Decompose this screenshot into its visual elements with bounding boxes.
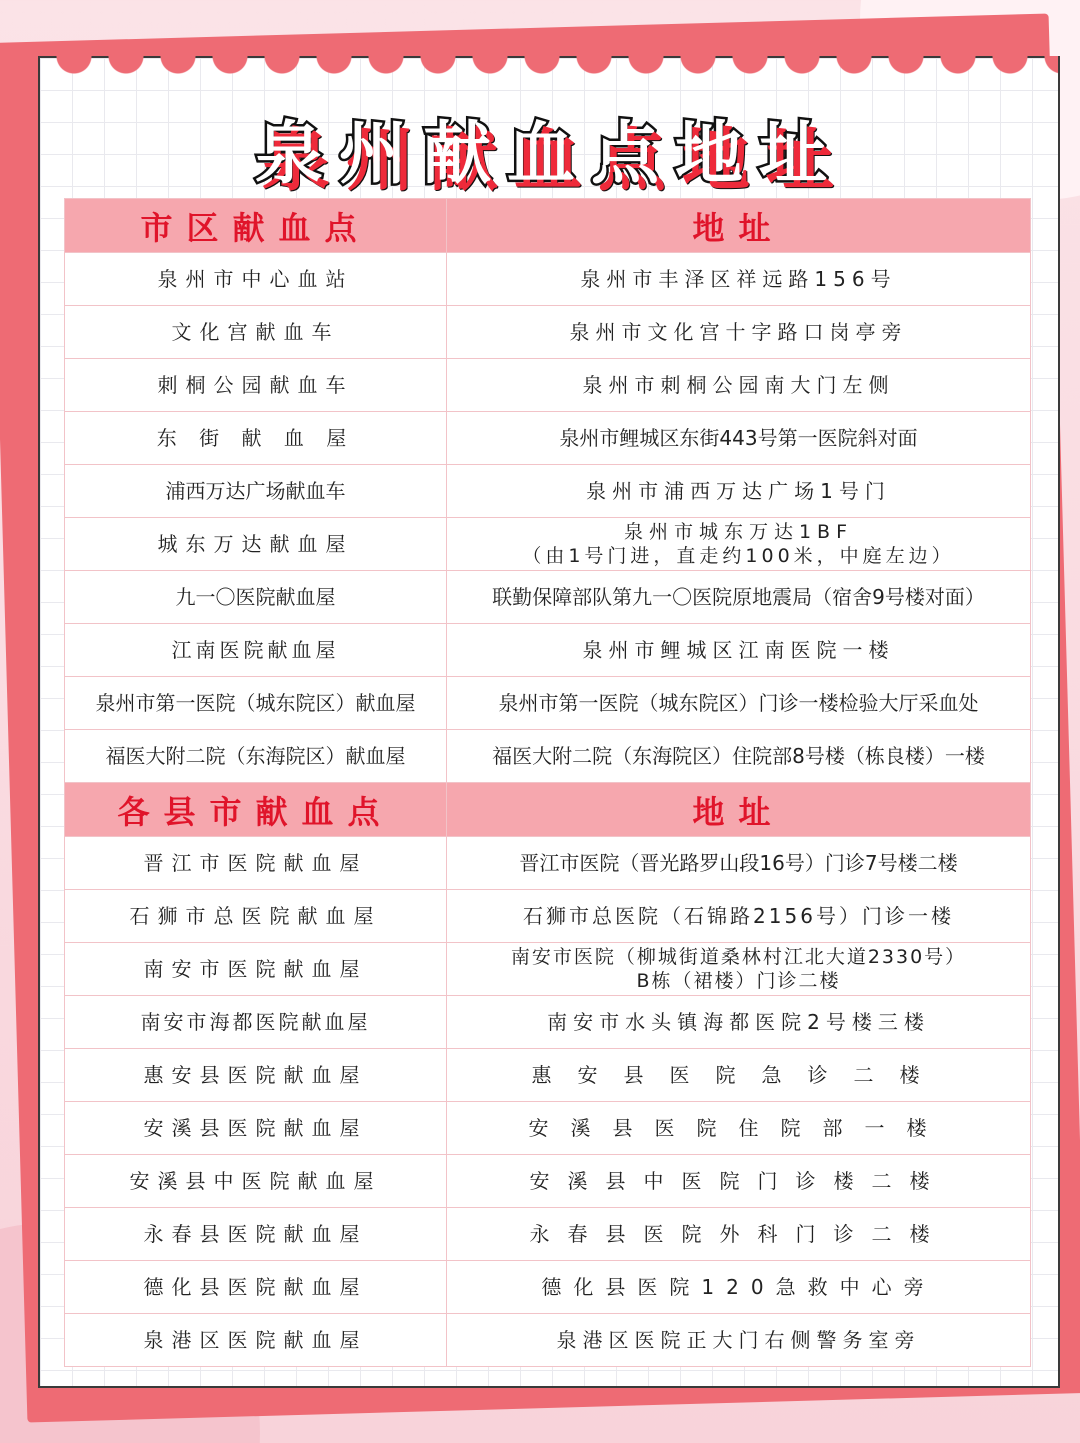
header-address: 地址	[447, 783, 1031, 837]
address-cell: 晋江市医院（晋光路罗山段16号）门诊7号楼二楼	[447, 837, 1031, 890]
blood-donation-table	[64, 198, 1031, 1367]
address-cell: 石狮市总医院（石锦路2156号）门诊一楼	[447, 890, 1031, 943]
paper-card	[38, 56, 1060, 1388]
table-row	[65, 837, 1031, 890]
table-row	[65, 890, 1031, 943]
location-cell: 永春县医院献血屋	[65, 1208, 447, 1261]
table-row	[65, 1155, 1031, 1208]
location-cell: 南安市医院献血屋	[65, 943, 447, 996]
table-row	[65, 359, 1031, 412]
address-cell: 泉港区医院正大门右侧警务室旁	[447, 1314, 1031, 1367]
location-cell: 泉州市第一医院（城东院区）献血屋	[65, 677, 447, 730]
table-row	[65, 943, 1031, 996]
location-cell: 安溪县医院献血屋	[65, 1102, 447, 1155]
table-row	[65, 253, 1031, 306]
location-cell: 晋江市医院献血屋	[65, 837, 447, 890]
location-cell: 东 街 献 血 屋	[65, 412, 447, 465]
table-row	[65, 306, 1031, 359]
location-cell: 泉港区医院献血屋	[65, 1314, 447, 1367]
address-cell: 安溪县医院住院部一楼	[447, 1102, 1031, 1155]
header-address: 地址	[447, 199, 1031, 253]
table-row	[65, 624, 1031, 677]
section-header-county	[65, 783, 1031, 837]
location-cell: 德化县医院献血屋	[65, 1261, 447, 1314]
section-header-city	[65, 199, 1031, 253]
location-cell: 福医大附二院（东海院区）献血屋	[65, 730, 447, 783]
address-cell: 泉州市浦西万达广场1号门	[447, 465, 1031, 518]
address-cell: 惠安县医院急诊二楼	[447, 1049, 1031, 1102]
page-title: 泉州献血点地址	[254, 115, 843, 194]
table-row	[65, 412, 1031, 465]
location-cell: 惠安县医院献血屋	[65, 1049, 447, 1102]
scalloped-edge	[40, 56, 1058, 86]
address-cell	[447, 518, 1031, 571]
address-line-1: 泉州市城东万达1BF	[623, 521, 854, 543]
table-row	[65, 730, 1031, 783]
address-cell: 泉州市第一医院（城东院区）门诊一楼检验大厅采血处	[447, 677, 1031, 730]
table-row	[65, 518, 1031, 571]
location-cell: 江南医院献血屋	[65, 624, 447, 677]
table-row	[65, 465, 1031, 518]
location-cell: 九一〇医院献血屋	[65, 571, 447, 624]
address-cell: 永春县医院外科门诊二楼	[447, 1208, 1031, 1261]
address-cell: 南安市水头镇海都医院2号楼三楼	[447, 996, 1031, 1049]
address-cell: 泉州市文化宫十字路口岗亭旁	[447, 306, 1031, 359]
address-cell: 福医大附二院（东海院区）住院部8号楼（栋良楼）一楼	[447, 730, 1031, 783]
location-cell: 泉州市中心血站	[65, 253, 447, 306]
address-cell: 德化县医院120急救中心旁	[447, 1261, 1031, 1314]
address-cell: 安溪县中医院门诊楼二楼	[447, 1155, 1031, 1208]
address-cell	[447, 943, 1031, 996]
address-cell: 泉州市刺桐公园南大门左侧	[447, 359, 1031, 412]
address-line-1: 南安市医院（柳城街道桑林村江北大道2330号）	[510, 946, 967, 968]
table-row	[65, 1102, 1031, 1155]
table-row	[65, 1049, 1031, 1102]
address-line-2: B栋（裙楼）门诊二楼	[636, 970, 841, 992]
location-cell: 文化宫献血车	[65, 306, 447, 359]
location-cell: 浦西万达广场献血车	[65, 465, 447, 518]
location-cell: 安溪县中医院献血屋	[65, 1155, 447, 1208]
table-row	[65, 1261, 1031, 1314]
address-line-2: （由1号门进，直走约100米，中庭左边）	[522, 545, 955, 567]
address-cell: 泉州市鲤城区东街443号第一医院斜对面	[447, 412, 1031, 465]
address-cell: 联勤保障部队第九一〇医院原地震局（宿舍9号楼对面）	[447, 571, 1031, 624]
table-row	[65, 996, 1031, 1049]
header-location: 各县市献血点	[65, 783, 447, 837]
table-row	[65, 677, 1031, 730]
address-cell: 泉州市丰泽区祥远路156号	[447, 253, 1031, 306]
location-cell: 刺桐公园献血车	[65, 359, 447, 412]
header-location: 市区献血点	[65, 199, 447, 253]
location-cell: 石狮市总医院献血屋	[65, 890, 447, 943]
location-cell: 城东万达献血屋	[65, 518, 447, 571]
address-cell: 泉州市鲤城区江南医院一楼	[447, 624, 1031, 677]
table-row	[65, 1314, 1031, 1367]
table-row	[65, 571, 1031, 624]
table-row	[65, 1208, 1031, 1261]
location-cell: 南安市海都医院献血屋	[65, 996, 447, 1049]
